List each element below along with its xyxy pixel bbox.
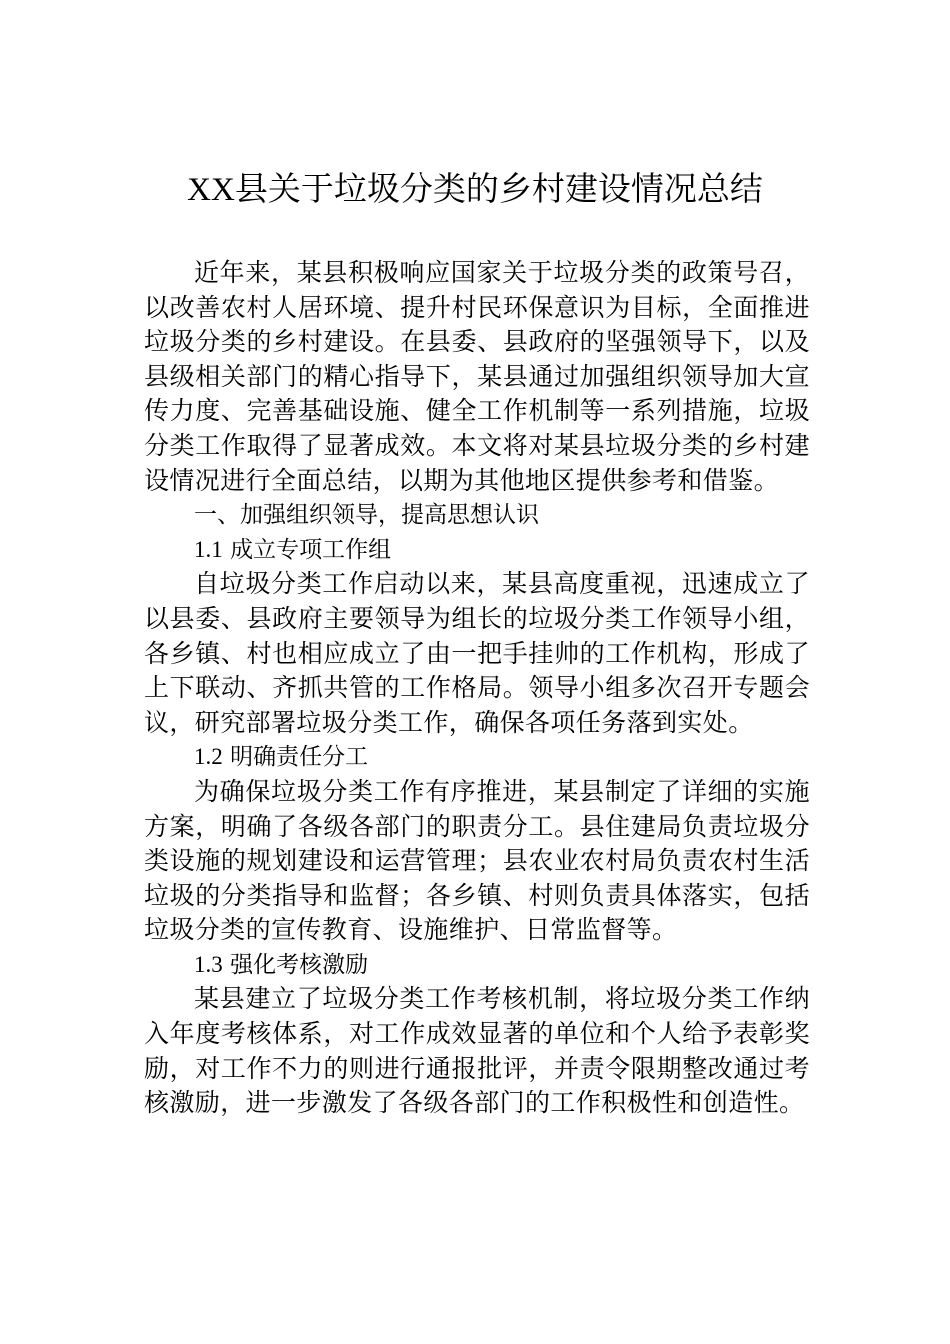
subsection-1-1-paragraph: 自垃圾分类工作启动以来，某县高度重视，迅速成立了以县委、县政府主要领导为组长的垃圾分类工作领导小组，各乡镇、村也相应成立了由一把手挂帅的工作机构，形成了上下联动、齐抓共管的工作格局。领导小组多次召开专题会议，研究部署垃圾分类工作，确保各项任务落到实处。 (144, 569, 810, 737)
subsection-1-2-number: 1.2 (194, 744, 223, 770)
subsection-1-2-heading (144, 740, 810, 775)
subsection-1-1-title: 成立专项工作组 (230, 536, 392, 563)
subsection-1-3-title: 强化考核激励 (230, 951, 369, 978)
subsection-1-1-number: 1.1 (194, 536, 223, 562)
subsection-1-3-number: 1.3 (194, 951, 223, 977)
subsection-1-3-heading (144, 948, 810, 983)
subsection-1-3-paragraph: 某县建立了垃圾分类工作考核机制，将垃圾分类工作纳入年度考核体系，对工作成效显著的单位和个人给予表彰奖励，对工作不力的则进行通报批评，并责令限期整改通过考核激励，进一步激发了各级各部门的工作积极性和创造性。 (144, 984, 810, 1118)
document-title (0, 164, 950, 215)
title-prefix: XX (187, 172, 235, 208)
section-1-heading: 一、加强组织领导，提高思想认识 (194, 502, 539, 529)
subsection-1-2-title: 明确责任分工 (230, 744, 369, 771)
subsection-1-2-paragraph: 为确保垃圾分类工作有序推进，某县制定了详细的实施方案，明确了各级各部门的职责分工。县住建局负责垃圾分类设施的规划建设和运营管理；县农业农村局负责农村生活垃圾的分类指导和监督；各乡镇、村则负责具体落实，包括垃圾分类的宣传教育、设施维护、日常监督等。 (144, 776, 810, 945)
subsection-1-1-heading (144, 533, 810, 568)
title-text: 县关于垃圾分类的乡村建设情况总结 (234, 169, 763, 208)
document-body (144, 256, 810, 1121)
intro-paragraph: 近年来，某县积极响应国家关于垃圾分类的政策号召，以改善农村人居环境、提升村民环保意识为目标，全面推进垃圾分类的乡村建设。在县委、县政府的坚强领导下，以及县级相关部门的精心指导下，某县通过加强组织领导加大宣传力度、完善基础设施、健全工作机制等一系列措施，垃圾分类工作取得了显著成效。本文将对某县垃圾分类的乡村建设情况进行全面总结，以期为其他地区提供参考和借鉴。 (144, 258, 810, 495)
